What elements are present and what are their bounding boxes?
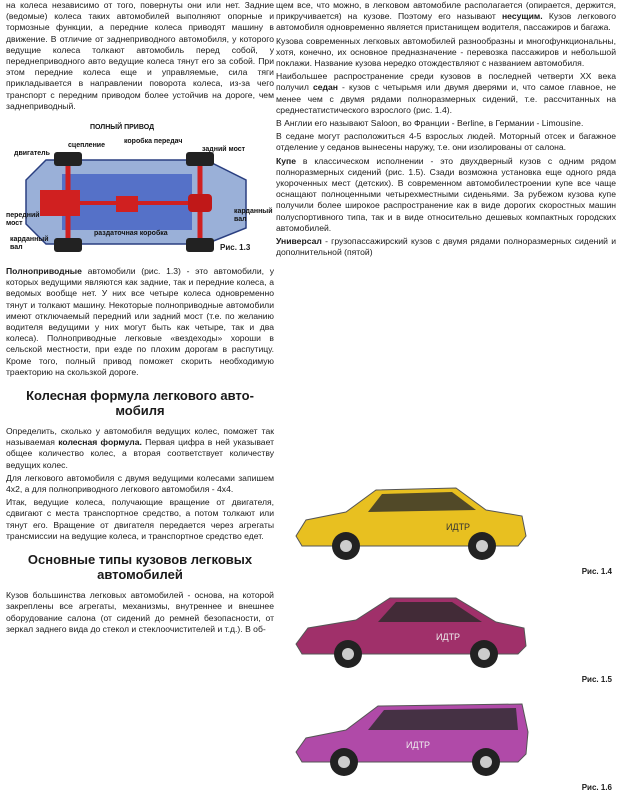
label-transfer-case: раздаточная коробка	[94, 230, 168, 238]
term: колесная формула.	[58, 437, 142, 448]
figure-caption: Рис. 1.4	[581, 567, 612, 576]
figure-caption: Рис. 1.5	[581, 675, 612, 684]
label-gearbox: коробка передач	[124, 138, 183, 146]
diagram-title: ПОЛНЫЙ ПРИВОД	[90, 124, 155, 132]
label-cardan-shaft-left: карданный вал	[10, 236, 49, 252]
term: Универсал	[276, 236, 322, 247]
heading-line: Колесная формула легкового авто-	[26, 388, 254, 404]
awd-diagram	[6, 120, 274, 256]
paragraph	[276, 71, 616, 116]
paragraph: В Англии его называют Saloon, во Франции - Berline, в Германии - Limousine.	[276, 118, 584, 129]
paragraph-text: Первая цифра в ней указывает общее количество колес, а вторая соответствует количеству ведущих колес.	[6, 437, 275, 470]
paragraph-text: в классическом исполнении - это двухдверный кузов с одним рядом полноразмерных сидений (рис. 1.5). Сзади возможна установка еще одного ряда укороченных мест (детских). В современном автомобилестроении купе все чаще оснащают полноценными четырехместными сиденьями. За рубежом кузова купе получили более широкое распространение как в виде дорогих скоростных машин полуспортивного типа, так и в виде относительно дешевых компактных городских автомобилей.	[276, 155, 616, 233]
paragraph: на колеса независимо от того, повернуты они или нет. Задние (ведомые) колеса таких автомобилей выполняют опорные и тормозные функции, а передние колеса приводят машину в движение. В отличие от заднеприводного автомобиля, у которого ведущие колеса толкают автомобиль перед собой, у переднеприводного авто ведущие колеса тянут его за собой. При этом передние колеса еще и управляемые, сила тяги прикладывается в направлении поворота колеса, из-за чего транспорт с передним приводом более устойчив на дороге, чем заднеприводный.	[6, 0, 274, 111]
paragraph-text: - кузов с четырьмя или двумя дверями и, что самое главное, не менее чем с двумя рядами полноразмерных сидений, т.е. рассчитанных на среднестатистического взрослого (рис. 1.4).	[276, 82, 616, 115]
coupe-car-illustration	[286, 584, 536, 674]
term: седан	[312, 82, 338, 93]
heading-line: автомобилей	[97, 567, 183, 583]
term: Купе	[276, 155, 296, 166]
paragraph	[276, 156, 616, 234]
paragraph	[276, 236, 616, 258]
car-figures	[276, 470, 616, 794]
term: Полноприводные	[6, 266, 82, 277]
figure-wagon	[276, 686, 616, 794]
paragraph: Кузова современных легковых автомобилей разнообразны и многофункциональны, хотя, конечно, их основное предназначение - перевозка пассажиров и небольшой поклажи. Название кузова нередко отождествляют с названием автомобиля.	[276, 35, 616, 69]
label-cardan-shaft-right: карданный вал	[234, 208, 273, 224]
paragraph-text: Наибольшее распространение среди кузовов в последней четверти XX века получил	[276, 71, 616, 93]
heading-line: мобиля	[115, 403, 165, 419]
label-clutch: сцепление	[68, 142, 105, 150]
car-badge: ИДТР	[436, 632, 461, 642]
figure-caption: Рис. 1.6	[581, 783, 612, 792]
wagon-car-illustration	[286, 692, 536, 782]
figure-coupe	[276, 578, 616, 686]
paragraph-text: щем все, что можно, в легковом автомобиле располагается (опирается, держится, прикручивается) на кузове. Поэтому его называют	[276, 0, 616, 22]
section-heading	[6, 552, 274, 582]
paragraph	[6, 266, 274, 378]
paragraph: Итак, ведущие колеса, получающие вращение от двигателя, сдвигают с места транспортное средство, а потом толкают или тянут его. Вращение от двигателя передается через агрегаты трансмиссии на ведущие колеса, и транспортное средство едет.	[6, 497, 274, 541]
section-heading	[6, 388, 274, 418]
figure-caption: Рис. 1.3	[220, 243, 251, 253]
paragraph	[276, 0, 616, 34]
paragraph: Кузов большинства легковых автомобилей - основа, на которой закреплены все агрегаты, механизмы, внутреннее и внешнее оборудование салона (от сидений до ремней безопасности, от зеркал заднего вида до стекол и стеклоочистителей и т.д.). В об-	[6, 590, 274, 634]
label-rear-axle: задний мост	[202, 146, 246, 154]
paragraph-text: Кузов легкового автомобиля одновременно является пристанищем водителя, пассажиров и багажа.	[276, 11, 616, 33]
paragraph-text: Определить, сколько у автомобиля ведущих колес, поможет так называемая	[6, 426, 274, 448]
right-column	[276, 0, 616, 260]
label-front-axle: передний мост	[6, 212, 40, 228]
car-badge: ИДТР	[406, 740, 431, 750]
car-badge: ИДТР	[446, 522, 471, 532]
label-engine: двигатель	[14, 150, 50, 158]
paragraph: Для легкового автомобиля с двумя ведущими колесами запишем 4х2, а для полноприводного легкового автомобиля - 4х4.	[6, 472, 274, 495]
left-column	[6, 0, 274, 637]
figure-sedan	[276, 470, 616, 578]
heading-line: Основные типы кузовов легковых	[27, 552, 253, 568]
sedan-car-illustration	[286, 476, 536, 566]
paragraph	[6, 426, 274, 471]
term: несущим.	[501, 11, 543, 22]
paragraph-text: - грузопассажирский кузов с двумя рядами полноразмерных сидений и дополнительной (пятой)	[276, 236, 616, 258]
paragraph-text: автомобили (рис. 1.3) - это автомобили, у которых ведущими являются как задние, так и передние колеса, а ведомых вообще нет. У них все четыре колеса одновременно тянут и толкают машину. Некоторые полноприводные автомобили имеют отключаемый передний или задний мост (т.е. по желанию водителя ведущими у них могут быть как четыре, так и два колеса). Полноприводные легковые «вездеходы» хороши в сельской местности, при езде по плохим дорогам в распутицу. Кроме того, полный привод поможет скорить необходимую траекторию на скользкой дороге.	[6, 266, 274, 377]
paragraph: В седане могут расположиться 4-5 взрослых людей. Моторный отсек и багажное отделение у седанов вынесены наружу, т.е. они изолированы от салона.	[276, 131, 616, 153]
